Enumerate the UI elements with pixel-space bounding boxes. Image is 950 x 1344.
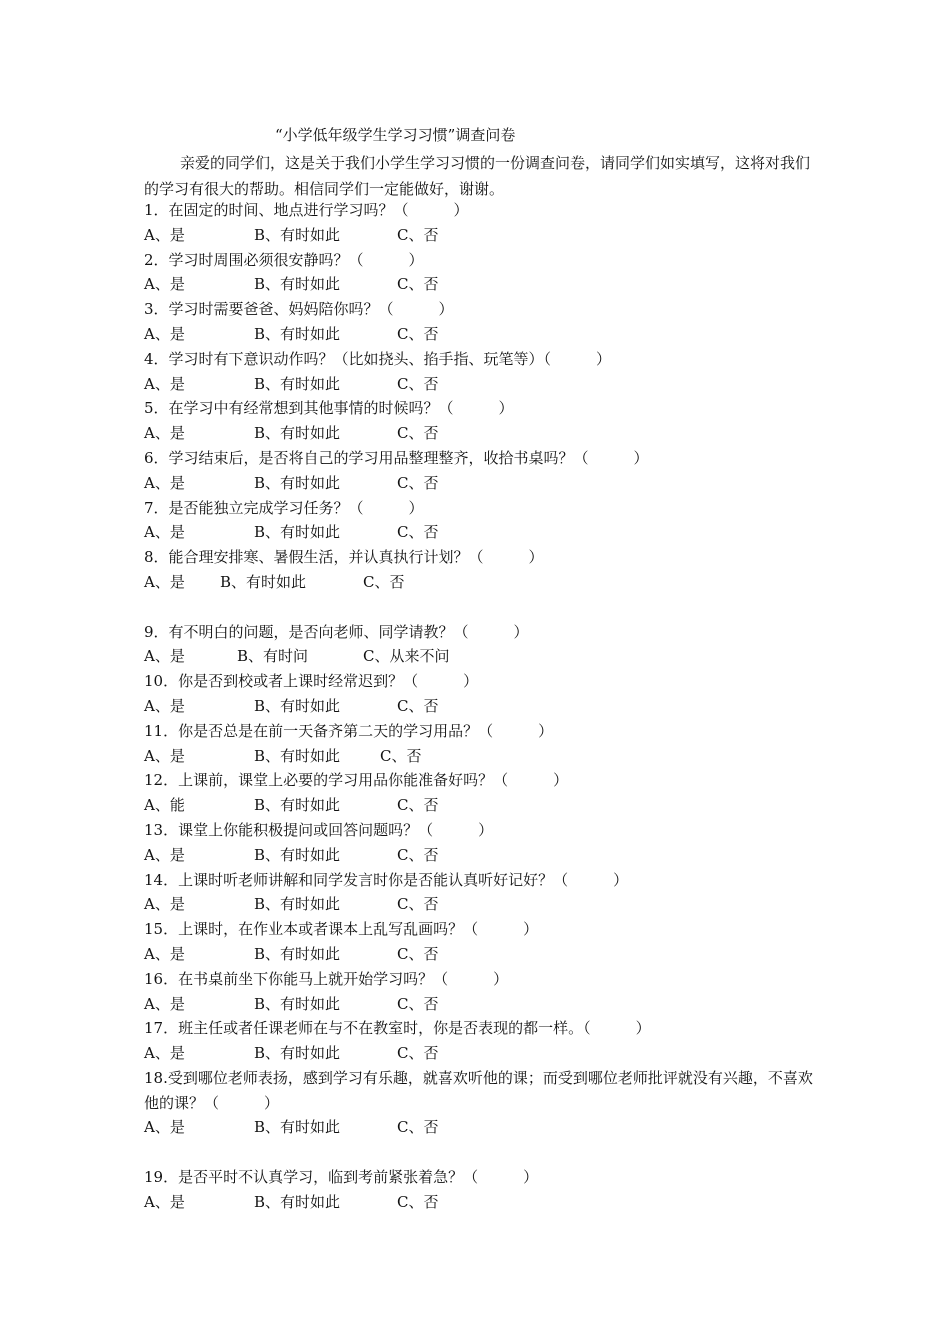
- option-c: C、否: [397, 374, 439, 393]
- option-b: B、有时如此: [254, 746, 341, 765]
- option-c: C、否: [397, 225, 439, 244]
- option-a: A、是: [144, 895, 185, 914]
- option-c: C、否: [397, 473, 439, 492]
- option-a: A、是: [144, 845, 185, 864]
- option-a: A、是: [144, 1118, 185, 1137]
- question-6: 6．学习结束后，是否将自己的学习用品整理整齐，收拾书桌吗？（ ）: [144, 448, 649, 467]
- question-15: 15．上课时，在作业本或者课本上乱写乱画吗？（ ）: [144, 920, 539, 939]
- intro-paragraph: 亲爱的同学们，这是关于我们小学生学习习惯的一份调查问卷，请同学们如实填写，这将对我们的学习有很大的帮助。相信同学们一定能做好，谢谢。: [144, 154, 811, 198]
- option-a: A、是: [144, 324, 185, 343]
- question-11: 11．你是否总是在前一天备齐第二天的学习用品？（ ）: [144, 721, 554, 740]
- options-4: [144, 372, 824, 397]
- option-a: A、能: [144, 796, 185, 815]
- question-5: 5．在学习中有经常想到其他事情的时候吗？（ ）: [144, 399, 514, 418]
- option-c: C、否: [397, 324, 439, 343]
- option-a: A、是: [144, 746, 185, 765]
- option-a: A、是: [144, 473, 185, 492]
- option-c: C、否: [397, 424, 439, 443]
- option-a: A、是: [144, 225, 185, 244]
- option-a: A、是: [144, 1192, 185, 1211]
- options-2: [144, 272, 824, 297]
- option-a: A、是: [144, 944, 185, 963]
- options-1: [144, 223, 824, 248]
- question-12: 12．上课前，课堂上必要的学习用品你能准备好吗？（ ）: [144, 771, 569, 790]
- question-8: 8．能合理安排寒、暑假生活，并认真执行计划？（ ）: [144, 548, 544, 567]
- option-a: A、是: [144, 523, 185, 542]
- options-8: [144, 570, 824, 595]
- option-b: B、有时如此: [254, 1044, 341, 1063]
- options-13: [144, 843, 824, 868]
- option-b: B、有时如此: [254, 1118, 341, 1137]
- option-b: B、有时如此: [254, 1192, 341, 1211]
- option-c: C、否: [397, 1044, 439, 1063]
- question-1: 1．在固定的时间、地点进行学习吗？（ ）: [144, 201, 469, 219]
- option-b: B、有时如此: [254, 523, 341, 542]
- option-b: B、有时如此: [254, 944, 341, 963]
- options-11: [144, 744, 824, 769]
- option-a: A、是: [144, 647, 185, 666]
- option-b: B、有时如此: [254, 845, 341, 864]
- options-14: [144, 892, 824, 917]
- option-c: C、否: [397, 994, 439, 1013]
- options-19: [144, 1190, 824, 1215]
- option-b: B、有时如此: [254, 796, 341, 815]
- question-list: [144, 198, 824, 1215]
- question-17: 17．班主任或者任课老师在与不在教室时，你是否表现的都一样。（ ）: [144, 1019, 651, 1038]
- question-13: 13．课堂上你能积极提问或回答问题吗？（ ）: [144, 820, 494, 839]
- option-a: A、是: [144, 572, 185, 591]
- option-b: B、有时如此: [254, 374, 341, 393]
- page-title: “小学低年级学生学习习惯”调查问卷: [275, 126, 516, 144]
- option-b: B、有时如此: [254, 994, 341, 1013]
- option-b: B、有时如此: [220, 572, 307, 591]
- option-c: C、否: [397, 1192, 439, 1211]
- question-4: 4．学习时有下意识动作吗？（比如挠头、掐手指、玩笔等）（ ）: [144, 349, 612, 368]
- option-c: C、否: [397, 796, 439, 815]
- option-c: C、否: [397, 1118, 439, 1137]
- blank-line: [144, 1140, 824, 1165]
- question-3: 3．学习时需要爸爸、妈妈陪你吗？（ ）: [144, 300, 454, 319]
- option-c: C、否: [397, 275, 439, 294]
- options-3: [144, 322, 824, 347]
- option-b: B、有时如此: [254, 324, 341, 343]
- option-c: C、否: [397, 845, 439, 864]
- option-b: B、有时如此: [254, 225, 341, 244]
- option-a: A、是: [144, 374, 185, 393]
- option-a: A、是: [144, 275, 185, 294]
- question-9: 9．有不明白的问题，是否向老师、同学请教？（ ）: [144, 622, 529, 641]
- option-c: C、否: [397, 944, 439, 963]
- question-16: 16．在书桌前坐下你能马上就开始学习吗？（ ）: [144, 969, 509, 988]
- options-16: [144, 992, 824, 1017]
- options-12: [144, 793, 824, 818]
- options-6: [144, 471, 824, 496]
- options-18: [144, 1115, 824, 1140]
- option-b: B、有时如此: [254, 473, 341, 492]
- question-2: 2．学习时周围必须很安静吗？（ ）: [144, 250, 424, 269]
- options-17: [144, 1041, 824, 1066]
- option-b: B、有时如此: [254, 275, 341, 294]
- option-b: B、有时如此: [254, 424, 341, 443]
- option-c: C、否: [397, 523, 439, 542]
- options-9: [144, 644, 824, 669]
- question-7: 7．是否能独立完成学习任务？（ ）: [144, 498, 424, 517]
- option-b: B、有时如此: [254, 696, 341, 715]
- option-a: A、是: [144, 696, 185, 715]
- option-a: A、是: [144, 1044, 185, 1063]
- question-14: 14．上课时听老师讲解和同学发言时你是否能认真听好记好？（ ）: [144, 870, 629, 889]
- question-19: 19．是否平时不认真学习，临到考前紧张着急？（ ）: [144, 1168, 539, 1187]
- question-18: 18.受到哪位老师表扬，感到学习有乐趣，就喜欢听他的课；而受到哪位老师批评就没有兴趣，不喜欢他的课？（ ）: [144, 1068, 813, 1112]
- question-10: 10．你是否到校或者上课时经常迟到？（ ）: [144, 672, 479, 691]
- blank-line: [144, 595, 824, 620]
- options-10: [144, 694, 824, 719]
- options-15: [144, 942, 824, 967]
- option-c: C、否: [397, 696, 439, 715]
- option-a: A、是: [144, 994, 185, 1013]
- option-c: C、从来不问: [363, 647, 450, 666]
- options-5: [144, 421, 824, 446]
- options-7: [144, 520, 824, 545]
- option-b: B、有时如此: [254, 895, 341, 914]
- option-c: C、否: [363, 572, 405, 591]
- option-c: C、否: [397, 895, 439, 914]
- option-c: C、否: [380, 746, 422, 765]
- option-a: A、是: [144, 424, 185, 443]
- option-b: B、有时问: [237, 647, 309, 666]
